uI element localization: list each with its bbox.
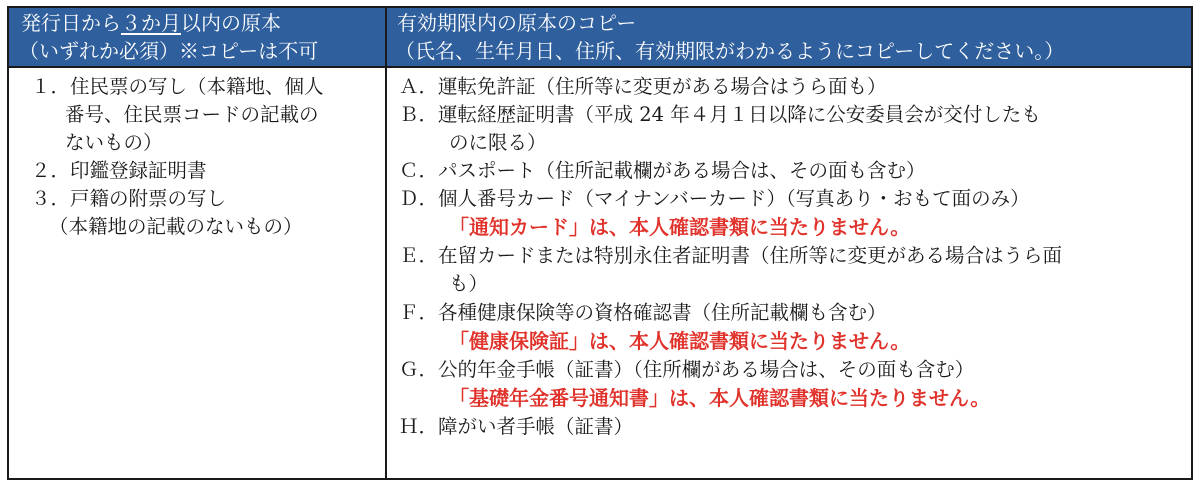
right-item-f-warning: 「健康保険証」は、本人確認書類に当たりません。 [449, 329, 911, 353]
right-item-c: Ｃ．パスポート（住所記載欄がある場合は、その面も含む） [399, 159, 926, 182]
right-item-f: Ｆ．各種健康保険等の資格確認書（住所記載欄も含む） [399, 301, 887, 324]
right-item-e-line1: Ｅ．在留カードまたは特別永住者証明書（住所等に変更がある場合はうら面 [399, 244, 1063, 267]
right-item-b-line1: Ｂ．運転経歴証明書（平成 24 年４月１日以降に公安委員会が交付したも [399, 103, 1041, 126]
left-item-1-line1: １．住民票の写し（本籍地、個人 [31, 75, 324, 98]
header-right-cell [387, 8, 1193, 66]
left-item-1-line3: ないもの） [65, 131, 163, 154]
header-right-line1: 有効期限内の原本のコピー [397, 11, 637, 35]
right-item-e-line2: も） [449, 272, 489, 295]
column-divider [385, 8, 387, 478]
header-left-cell [9, 8, 385, 66]
left-item-3-line1: ３．戸籍の附票の写し [31, 187, 227, 210]
header-left-underlined-text: ３か月 [121, 11, 181, 35]
left-item-2: ２．印鑑登録証明書 [31, 159, 207, 182]
header-right-line2: （氏名、生年月日、住所、有効期限がわかるようにコピーしてください。） [395, 39, 1065, 63]
left-item-1-line2: 番号、住民票コードの記載の [65, 103, 319, 126]
right-item-d-warning: 「通知カード」は、本人確認書類に当たりません。 [449, 215, 911, 239]
right-item-h: Ｈ．障がい者手帳（証書） [399, 415, 634, 438]
left-item-3-line2: （本籍地の記載のないもの） [49, 215, 303, 238]
right-item-g-warning: 「基礎年金番号通知書」は、本人確認書類に当たりません。 [449, 386, 991, 410]
right-item-b-line2: のに限る） [449, 131, 547, 154]
header-left-text-a: 発行日から [21, 11, 121, 35]
right-item-a: Ａ．運転免許証（住所等に変更がある場合はうら面も） [399, 75, 887, 98]
document-table [7, 6, 1193, 480]
table-header [9, 8, 1191, 68]
header-left-line2: （いずれか必須）※コピーは不可 [19, 39, 319, 63]
right-item-d: Ｄ．個人番号カード（マイナンバーカード）（写真あり・おもて面のみ） [399, 187, 1030, 210]
header-left-line1 [21, 9, 281, 37]
right-item-g: Ｇ．公的年金手帳（証書）（住所欄がある場合は、その面も含む） [399, 358, 975, 381]
header-left-text-c: 以内の原本 [181, 11, 281, 35]
